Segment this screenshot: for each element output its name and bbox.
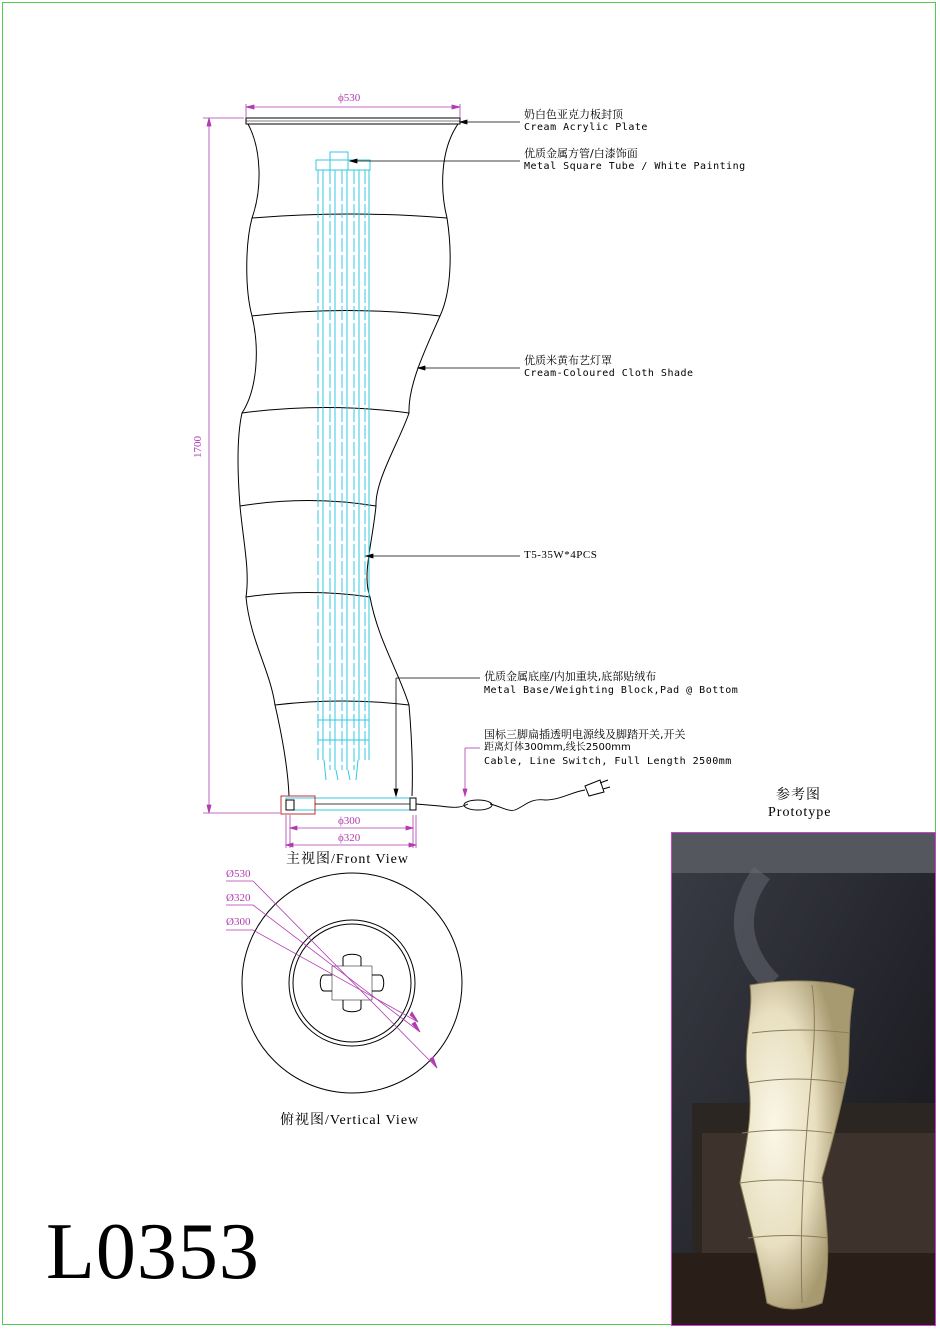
top-dim-320: Ø320: [226, 892, 251, 904]
callout-cable-cn2: 距离灯体300mm,线长2500mm: [484, 742, 631, 753]
plug: [585, 780, 610, 796]
t5-tubes: [316, 152, 370, 780]
prototype-title-cn: 参考图: [776, 788, 821, 803]
top-dim-530: Ø530: [226, 868, 251, 880]
callout-acrylic-cn: 奶白色亚克力板封顶: [524, 108, 623, 121]
callout-acrylic-en: Cream Acrylic Plate: [524, 122, 648, 133]
dim-top-diameter: ϕ530: [338, 92, 361, 104]
dim-base-inner: ϕ300: [338, 815, 361, 827]
shade-left-contour: [238, 124, 289, 796]
model-number: L0353: [46, 1208, 260, 1296]
power-cable: [416, 790, 585, 810]
shade-right-contour: [367, 124, 458, 796]
vertical-view-title: 俯视图/Vertical View: [280, 1113, 420, 1128]
dim-height: [203, 118, 280, 813]
dim-height-label: 1700: [192, 436, 204, 458]
callout-t5-en: T5-35W*4PCS: [524, 549, 598, 561]
callout-base-en: Metal Base/Weighting Block,Pad @ Bottom: [484, 685, 739, 696]
dim-top: [246, 104, 460, 118]
callout-cable-en: Cable, Line Switch, Full Length 2500mm: [484, 756, 732, 767]
cable-leader: [463, 748, 480, 796]
prototype-title-en: Prototype: [768, 805, 832, 820]
callout-cable-cn: 国标三脚扁插透明电源线及脚踏开关,开关: [484, 728, 686, 741]
prototype-photo: [671, 832, 936, 1326]
callout-shade-cn: 优质米黄布艺灯罩: [524, 354, 612, 367]
dim-base-outer: ϕ320: [338, 832, 361, 844]
callout-tube-en: Metal Square Tube / White Painting: [524, 161, 746, 172]
top-dim-300: Ø300: [226, 916, 251, 928]
foot-switch: [464, 800, 492, 810]
callout-tube-cn: 优质金属方管/白漆饰面: [524, 147, 638, 160]
callout-shade-en: Cream-Coloured Cloth Shade: [524, 368, 694, 379]
front-view-title: 主视图/Front View: [286, 852, 409, 867]
callout-base-cn: 优质金属底座/内加重块,底部贴绒布: [484, 670, 657, 683]
